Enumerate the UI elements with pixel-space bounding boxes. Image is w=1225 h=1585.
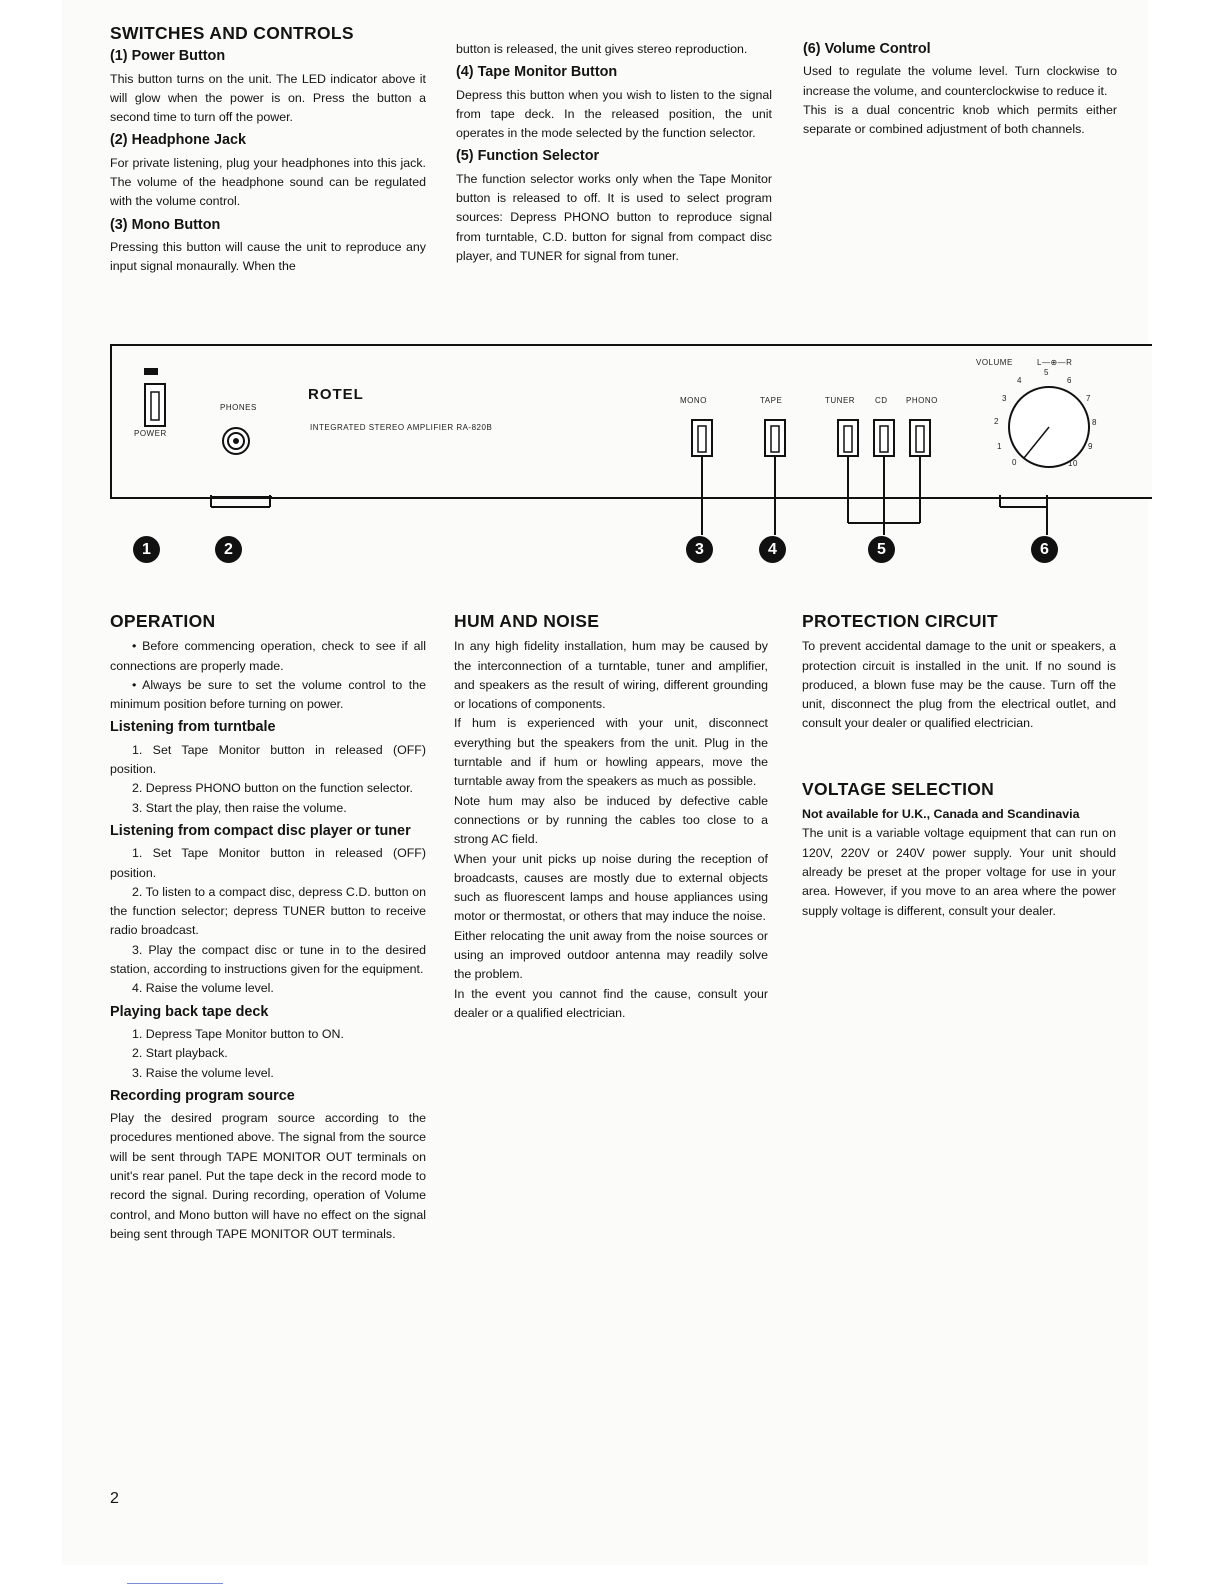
heading-power-button: (1) Power Button: [110, 48, 226, 65]
label-tuner: TUNER: [825, 396, 856, 405]
operation-bullet: • Before commencing operation, check to see if all connections are properly made.: [110, 639, 426, 673]
heading-tape-monitor: (4) Tape Monitor Button: [456, 64, 618, 81]
callout-5: 5: [868, 536, 895, 563]
dial-mark-7: 7: [1086, 394, 1091, 403]
section-title-voltage: VOLTAGE SELECTION: [802, 778, 995, 799]
text-tape-monitor: Depress this button when you wish to listen to the signal from tape deck. In the released position, the unit operates in the mode selected by the function selector.: [456, 87, 772, 141]
hum-paragraph: In any high fidelity installation, hum may be caused by the interconnection of a turntable, tuner and amplifier, and speakers as the result of wiring, different grounding or locations of components.: [454, 639, 768, 712]
switches-column: [110, 24, 426, 277]
step: 1. Set Tape Monitor button in released (OFF) position.: [110, 846, 426, 880]
text-voltage: The unit is a variable voltage equipment that can run on 120V, 220V or 240V power supply. Your unit should already be preset at the proper voltage for use in your area. However, if you move to an area where the power supply voltage is different, consult your dealer.: [802, 826, 1116, 918]
step: 2. Depress PHONO button on the function selector.: [132, 781, 414, 796]
step: 2. To listen to a compact disc, depress C.D. button on the function selector; depress TUNER button to receive radio broadcast.: [110, 884, 426, 938]
text-mono-button: Pressing this button will cause the unit to reproduce any input signal monaurally. When the: [110, 239, 426, 274]
dial-mark-0: 0: [1012, 458, 1017, 467]
dial-mark-3: 3: [1002, 394, 1007, 403]
voltage-note: Not available for U.K., Canada and Scandinavia: [802, 807, 1080, 822]
heading-tape-deck: Playing back tape deck: [110, 1003, 269, 1020]
hum-paragraph: When your unit picks up noise during the reception of broadcasts, causes are mostly due to external objects such as fluorescent lamps and house appliances using motor or thermostat, or others that may induce the noise.: [454, 851, 768, 924]
protection-column: [802, 612, 1116, 921]
hum-paragraph: Either relocating the unit away from the noise sources or using an improved outdoor antenna may readily solve the problem.: [454, 928, 768, 982]
label-volume: VOLUME: [976, 358, 1013, 367]
text-function-selector: The function selector works only when the Tape Monitor button is released to off. It is used to select program sources: Depress PHONO button to reproduce signal from turntable, C.D. button for signal from compact disc player, and TUNER for signal from tuner.: [456, 171, 772, 263]
callout-6: 6: [1031, 536, 1058, 563]
text-protection: To prevent accidental damage to the unit or speakers, a protection circuit is installed in the unit. If no sound is produced, a blown fuse may be the cause. Turn off the unit, disconnect the plug from the electrical outlet, and consult your dealer or qualified electrician.: [802, 639, 1116, 731]
step: 2. Start playback.: [132, 1046, 228, 1061]
step: 1. Depress Tape Monitor button to ON.: [132, 1026, 344, 1041]
heading-function-selector: (5) Function Selector: [456, 148, 600, 165]
heading-mono-button: (3) Mono Button: [110, 216, 221, 233]
operation-bullet: • Always be sure to set the volume control to the minimum position before turning on power.: [110, 677, 426, 712]
volume-column: [803, 36, 1117, 139]
callout-1: 1: [133, 536, 160, 563]
power-led: [144, 368, 158, 375]
right-margin: [1148, 0, 1225, 1565]
callout-4: 4: [759, 536, 786, 563]
text-volume-knob: This is a dual concentric knob which permits either separate or combined adjustment of both channels.: [803, 102, 1117, 137]
heading-volume-control: (6) Volume Control: [803, 41, 931, 57]
heading-recording: Recording program source: [110, 1087, 295, 1104]
bottom-strip: [0, 1565, 1225, 1585]
tape-function-column: [456, 40, 772, 266]
text-mono-continued: button is released, the unit gives stereo reproduction.: [456, 42, 748, 56]
heading-turntable: Listening from turntbale: [110, 719, 276, 736]
operation-column: [110, 612, 426, 1244]
dial-mark-2: 2: [994, 417, 999, 426]
section-title-operation: OPERATION: [110, 611, 216, 631]
dial-mark-5: 5: [1044, 368, 1049, 377]
label-power: POWER: [134, 429, 167, 438]
heading-cd-tuner: Listening from compact disc player or tuner: [110, 822, 411, 839]
hum-paragraph: In the event you cannot find the cause, consult your dealer or a qualified electrician.: [454, 986, 768, 1020]
label-phones: PHONES: [220, 403, 257, 412]
label-phono: PHONO: [906, 396, 938, 405]
step: 1. Set Tape Monitor button in released (OFF) position.: [110, 742, 426, 777]
step: 3. Play the compact disc or tune in to the desired station, according to instructions given for the equipment.: [110, 942, 426, 977]
label-tape: TAPE: [760, 396, 783, 405]
dial-mark-4: 4: [1017, 376, 1022, 385]
text-recording: Play the desired program source according to the procedures mentioned above. The signal from the source will be sent through TAPE MONITOR OUT terminals on unit's rear panel. Put the tape deck in the record mode to record the signal. During recording, operation of Volume control, and Mono button will have no effect on the signal being sent through TAPE MONITOR OUT terminals.: [110, 1111, 426, 1241]
callout-leaders: [112, 495, 1152, 555]
bottom-link-line: [127, 1583, 223, 1584]
dial-mark-6: 6: [1067, 376, 1072, 385]
text-headphone-jack: For private listening, plug your headphones into this jack. The volume of the headphone sound can be regulated with the volume control.: [110, 155, 426, 209]
label-cd: CD: [875, 396, 888, 405]
dial-mark-10: 10: [1068, 459, 1078, 468]
section-title-switches: SWITCHES AND CONTROLS: [110, 23, 354, 43]
dial-mark-8: 8: [1092, 418, 1097, 427]
page-number: 2: [110, 1490, 119, 1507]
heading-headphone-jack: (2) Headphone Jack: [110, 132, 246, 149]
step: 3. Raise the volume level.: [132, 1065, 274, 1080]
hum-paragraph: Note hum may also be induced by defective cable connections or by running the cables too close to a strong AC field.: [454, 793, 768, 847]
dial-mark-9: 9: [1088, 442, 1093, 451]
section-title-hum: HUM AND NOISE: [454, 611, 600, 631]
brand-logo: ROTEL: [308, 386, 364, 403]
step: 3. Start the play, then raise the volume.: [132, 800, 347, 815]
left-margin: [0, 0, 62, 1565]
callout-2: 2: [215, 536, 242, 563]
label-mono: MONO: [680, 396, 707, 405]
callout-3: 3: [686, 536, 713, 563]
hum-paragraph: If hum is experienced with your unit, disconnect everything but the speakers from the unit. Plug in the turntable and if hum or howling appears, move the turntable away from the speakers as much as possible.: [454, 716, 768, 789]
label-balance: L—⊕—R: [1037, 358, 1073, 367]
text-volume-control: Used to regulate the volume level. Turn clockwise to increase the volume, and counterclockwise to reduce it.: [803, 64, 1117, 98]
step: 4. Raise the volume level.: [132, 981, 274, 996]
section-title-protection: PROTECTION CIRCUIT: [802, 611, 998, 631]
text-power-button: This button turns on the unit. The LED indicator above it will glow when the power is on. Press the button a second time to turn off the power.: [110, 71, 426, 125]
dial-mark-1: 1: [997, 442, 1002, 451]
front-panel-diagram: [110, 344, 1152, 499]
model-label: INTEGRATED STEREO AMPLIFIER RA-820B: [310, 423, 493, 432]
hum-noise-column: [454, 612, 768, 1023]
